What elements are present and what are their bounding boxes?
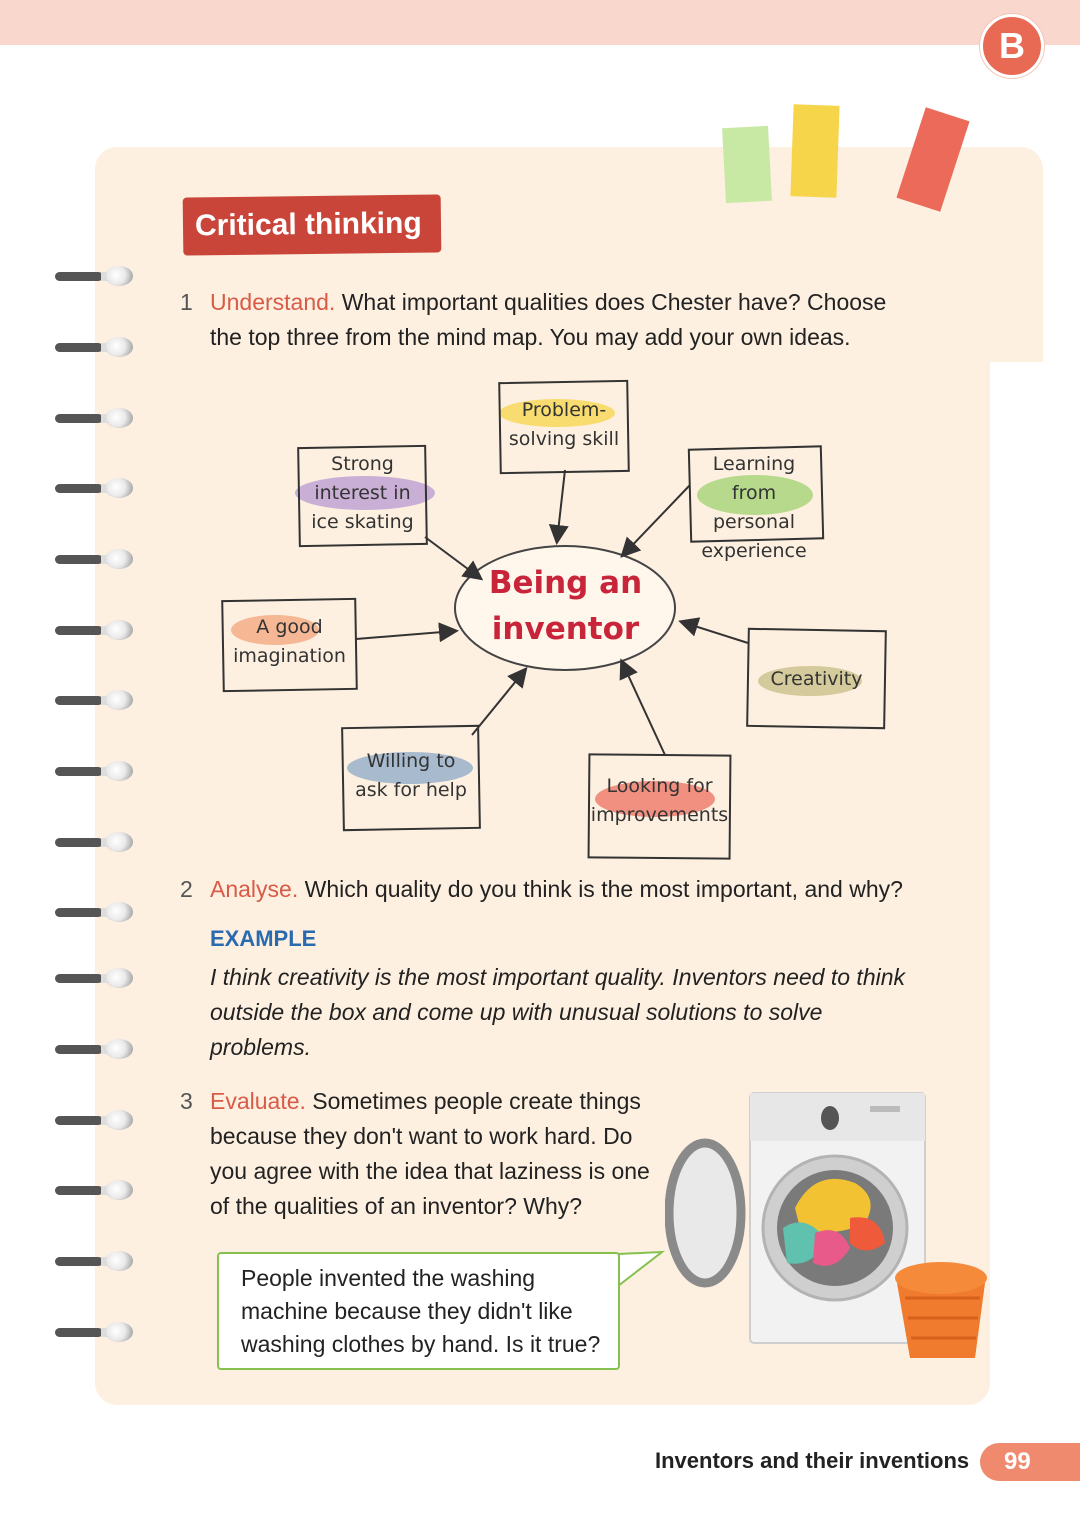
section-title: Critical thinking: [183, 194, 442, 255]
arrow-learning: [623, 485, 690, 555]
arrow-strong-interest: [425, 537, 480, 578]
top-band: [0, 0, 1080, 45]
speech-bubble: People invented the washing machine because they didn't like washing clothes by hand. Is it true?: [217, 1252, 620, 1370]
mind-map-center: Being an inventor: [488, 565, 643, 647]
arrow-imagination: [356, 631, 455, 639]
arrow-willing: [472, 670, 525, 735]
control-knob: [821, 1106, 839, 1130]
node-creativity: Creativity: [770, 668, 863, 690]
basket-clothes: [895, 1262, 987, 1294]
node-willing: Willing to ask for help: [355, 750, 467, 801]
page-number: 99: [980, 1443, 1080, 1481]
node-problem-solving: Problem- solving skill: [508, 399, 620, 450]
unit-badge: B: [980, 14, 1044, 78]
arrow-creativity: [682, 622, 748, 643]
node-imagination: A good imagination: [233, 616, 346, 667]
question-2: 2 Analyse. Which quality do you think is the most important, and why?: [180, 876, 903, 902]
yellow-strip-decoration: [790, 104, 839, 198]
panel-detail: [870, 1106, 900, 1112]
open-door: [669, 1143, 741, 1283]
laundry-basket: [897, 1283, 985, 1358]
node-learning: Learning from personal experience: [701, 453, 807, 562]
arrow-looking: [622, 662, 665, 755]
washing-machine-illustration: [665, 1088, 995, 1363]
question-1-text: What important qualities does Chester have? Choose the top three from the mind map. You may add your own ideas.: [210, 289, 887, 350]
question-3-label: Evaluate.: [210, 1088, 306, 1114]
question-3-text: Sometimes people create things because they don't want to work hard. Do you agree with the idea that laziness is one of the qualities of an inventor? Why?: [210, 1088, 650, 1219]
question-2-label: Analyse.: [210, 876, 299, 902]
footer-title: Inventors and their inventions: [655, 1448, 970, 1473]
example-text: I think creativity is the most important quality. Inventors need to think outside the box and come up with unusual solutions to solve problems.: [210, 964, 906, 1060]
question-1-label: Understand.: [210, 289, 336, 315]
node-strong-interest: Strong interest in ice skating: [311, 453, 414, 533]
speech-bubble-tail: [616, 1248, 668, 1290]
node-looking: Looking for improvements: [590, 775, 729, 826]
question-3: 3 Evaluate. Sometimes people create things because they don't want to work hard. Do you agree with the idea that laziness is one of the qualities of an inventor? Why?: [180, 1088, 650, 1219]
question-1: 1 Understand. What important qualities does Chester have? Choose the top three from the mind map. You may add your own ideas.: [180, 289, 887, 350]
example-label: EXAMPLE: [210, 926, 317, 951]
arrow-problem-solving: [557, 470, 565, 541]
question-2-text: Which quality do you think is the most important, and why?: [304, 876, 903, 902]
green-strip-decoration: [722, 126, 772, 203]
